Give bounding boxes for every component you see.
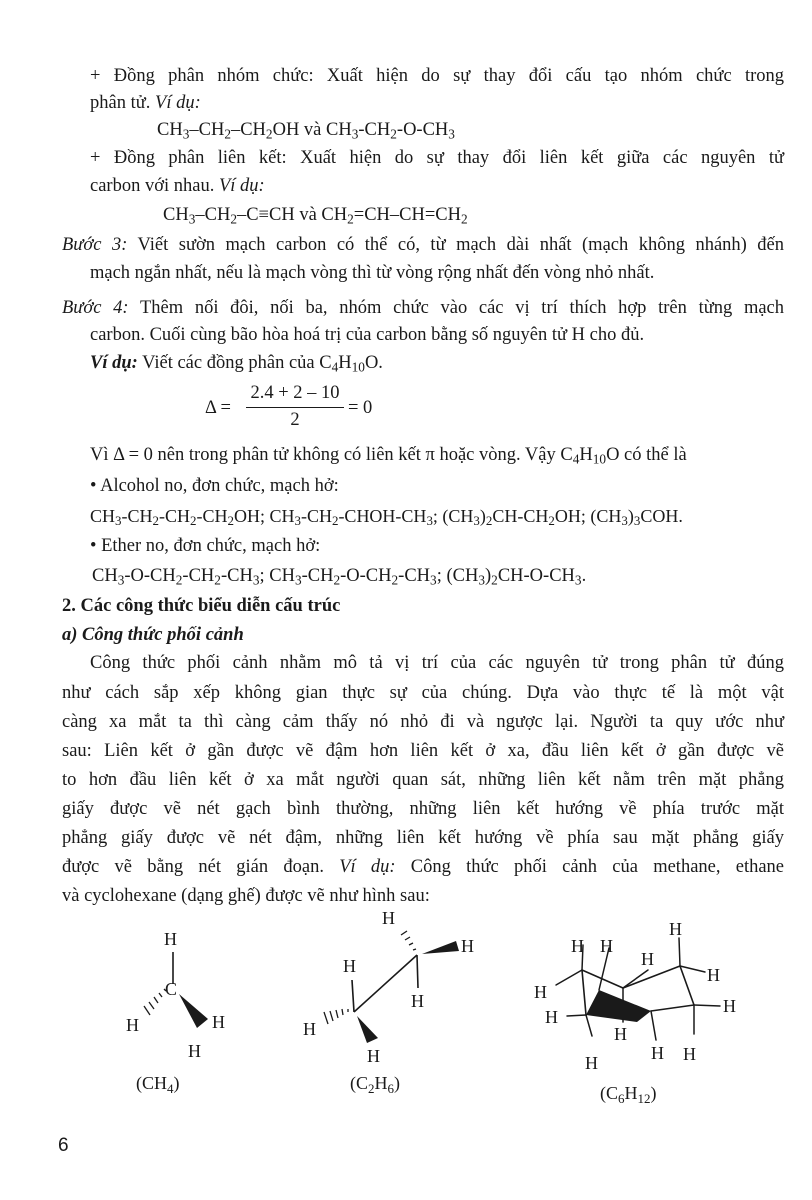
para-line: giấy được vẽ nét gạch bình thường, những liên kết hướng về phía trước mặt [62,799,784,819]
alcohol-formulas: $CH_3-CH_2-CH_2-CH_2OH$; $CH_3-CH_2-CHOH-CH_3$; $(CH_3)_2CH-CH_2OH$; $(CH_3)_3COH$. [90,506,683,529]
delta-numerator: 2.4 + 2 – 10 [246,381,344,408]
atom-h: H [303,1019,316,1039]
ethane-structure [303,908,474,1096]
atom-h: H [545,1007,558,1027]
bullet-ether: • Ether no, đơn chức, mạch hở: [90,536,321,556]
para-line: càng xa mắt ta thì càng cảm thấy nó nhỏ đi và ngược lại. Người ta quy ước như [62,712,784,732]
section-heading: 2. Các công thức biểu diễn cấu trúc [62,596,341,616]
delta-denominator: 2 [290,410,300,430]
ring-front-bonds [586,990,651,1022]
text-line: + Đồng phân liên kết: Xuất hiện do sự thay đổi liên kết giữa các nguyên tử [90,148,784,168]
atom-h: H [669,919,682,939]
caption-c2h6: $(C_2H_6)$ [350,1073,400,1096]
methane-structure [126,929,225,1096]
delta-lhs: Δ = [205,398,231,418]
atom-h: H [723,996,736,1016]
atom-h: H [382,908,395,928]
bond-dashed [324,1009,348,1024]
atom-h: H [600,936,613,956]
atom-h: H [126,1015,139,1035]
text-line: Vì Δ = 0 nên trong phân tử không có liên kết π hoặc vòng. Vậy $C_4H_{10}O$ có thể là [90,445,687,467]
atom-h: H [188,1041,201,1061]
bond-plane [352,980,354,1012]
formula-line: $CH_3-CH_2-C\equiv CH$ và $CH_2=CH-CH=CH_2$ [163,205,468,227]
subsection-heading: a) Công thức phối cảnh [62,625,244,645]
atom-h: H [571,936,584,956]
atom-c: C [165,979,178,999]
bond-wedge [179,994,208,1028]
bond-dashed [401,931,416,950]
para-line: phẳng giấy được vẽ nét đậm, những liên kết hướng về phía sau mặt phẳng giấy [62,828,784,848]
ether-formulas: $CH_3-O-CH_2-CH_2-CH_3$; $CH_3-CH_2-O-CH_2-CH_3$; $(CH_3)_2CH-O-CH_3$. [92,566,587,588]
step-4: Bước 4: Thêm nối đôi, nối ba, nhóm chức vào các vị trí thích hợp trên từng mạch [62,298,785,318]
atom-h: H [164,929,177,949]
bond-wedge [357,1016,378,1043]
page-number: 6 [58,1135,69,1156]
atom-h: H [614,1024,627,1044]
para-line: và cyclohexane (dạng ghế) được vẽ như hình sau: [62,886,430,906]
para-line: được vẽ bằng nét gián đoạn. Ví dụ: Công thức phối cảnh của methane, ethane [62,857,785,877]
delta-rhs: = 0 [348,398,373,418]
para-line: Công thức phối cảnh nhằm mô tả vị trí của các nguyên tử trong phân tử đúng [90,653,784,673]
text-line: Ví dụ: Viết các đồng phân của $C_4H_{10}O$. [90,353,383,375]
formula-line: $CH_3-CH_2-CH_2OH$ và $CH_3-CH_2-O-CH_3$ [157,120,455,142]
para-line: to hơn đầu liên kết ở xa mắt người quan sát, những liên kết nằm trên mặt phẳng [62,770,784,790]
atom-h: H [212,1012,225,1032]
atom-h: H [641,949,654,969]
bullet-alcohol: • Alcohol no, đơn chức, mạch hở: [90,476,339,496]
caption-c6h12: $(C_6H_{12})$ [600,1083,657,1106]
text-line: carbon. Cuối cùng bão hòa hoá trị của carbon bằng số nguyên tử H cho đủ. [90,325,645,345]
para-line: như cách sắp xếp không gian thực sự của chúng. Dựa vào thực tế là một vật [62,683,784,703]
atom-h: H [343,956,356,976]
atom-h: H [585,1053,598,1073]
text-line: mạch ngắn nhất, nếu là mạch vòng thì từ vòng rộng nhất đến vòng nhỏ nhất. [90,263,655,283]
atom-h: H [651,1043,664,1063]
text-line: phân tử. Ví dụ: [90,93,201,113]
bond-plane [417,955,418,988]
atom-h: H [707,965,720,985]
bond-cc [354,955,417,1012]
caption-ch4: $(CH_4)$ [136,1073,180,1096]
atom-h: H [534,982,547,1002]
atom-h: H [461,936,474,956]
para-line: sau: Liên kết ở gần được vẽ đậm hơn liên kết ở xa, đầu liên kết ở gần được vẽ [62,741,784,761]
bond-wedge [422,941,459,954]
bond-dashed [144,989,166,1015]
atom-h: H [683,1044,696,1064]
text-line: carbon với nhau. Ví dụ: [90,176,265,196]
atom-h: H [367,1046,380,1066]
atom-h: H [411,991,424,1011]
text-line: + Đồng phân nhóm chức: Xuất hiện do sự thay đổi cấu tạo nhóm chức trong [90,66,784,86]
step-3: Bước 3: Viết sườn mạch carbon có thể có, từ mạch dài nhất (mạch không nhánh) đến [62,235,785,255]
